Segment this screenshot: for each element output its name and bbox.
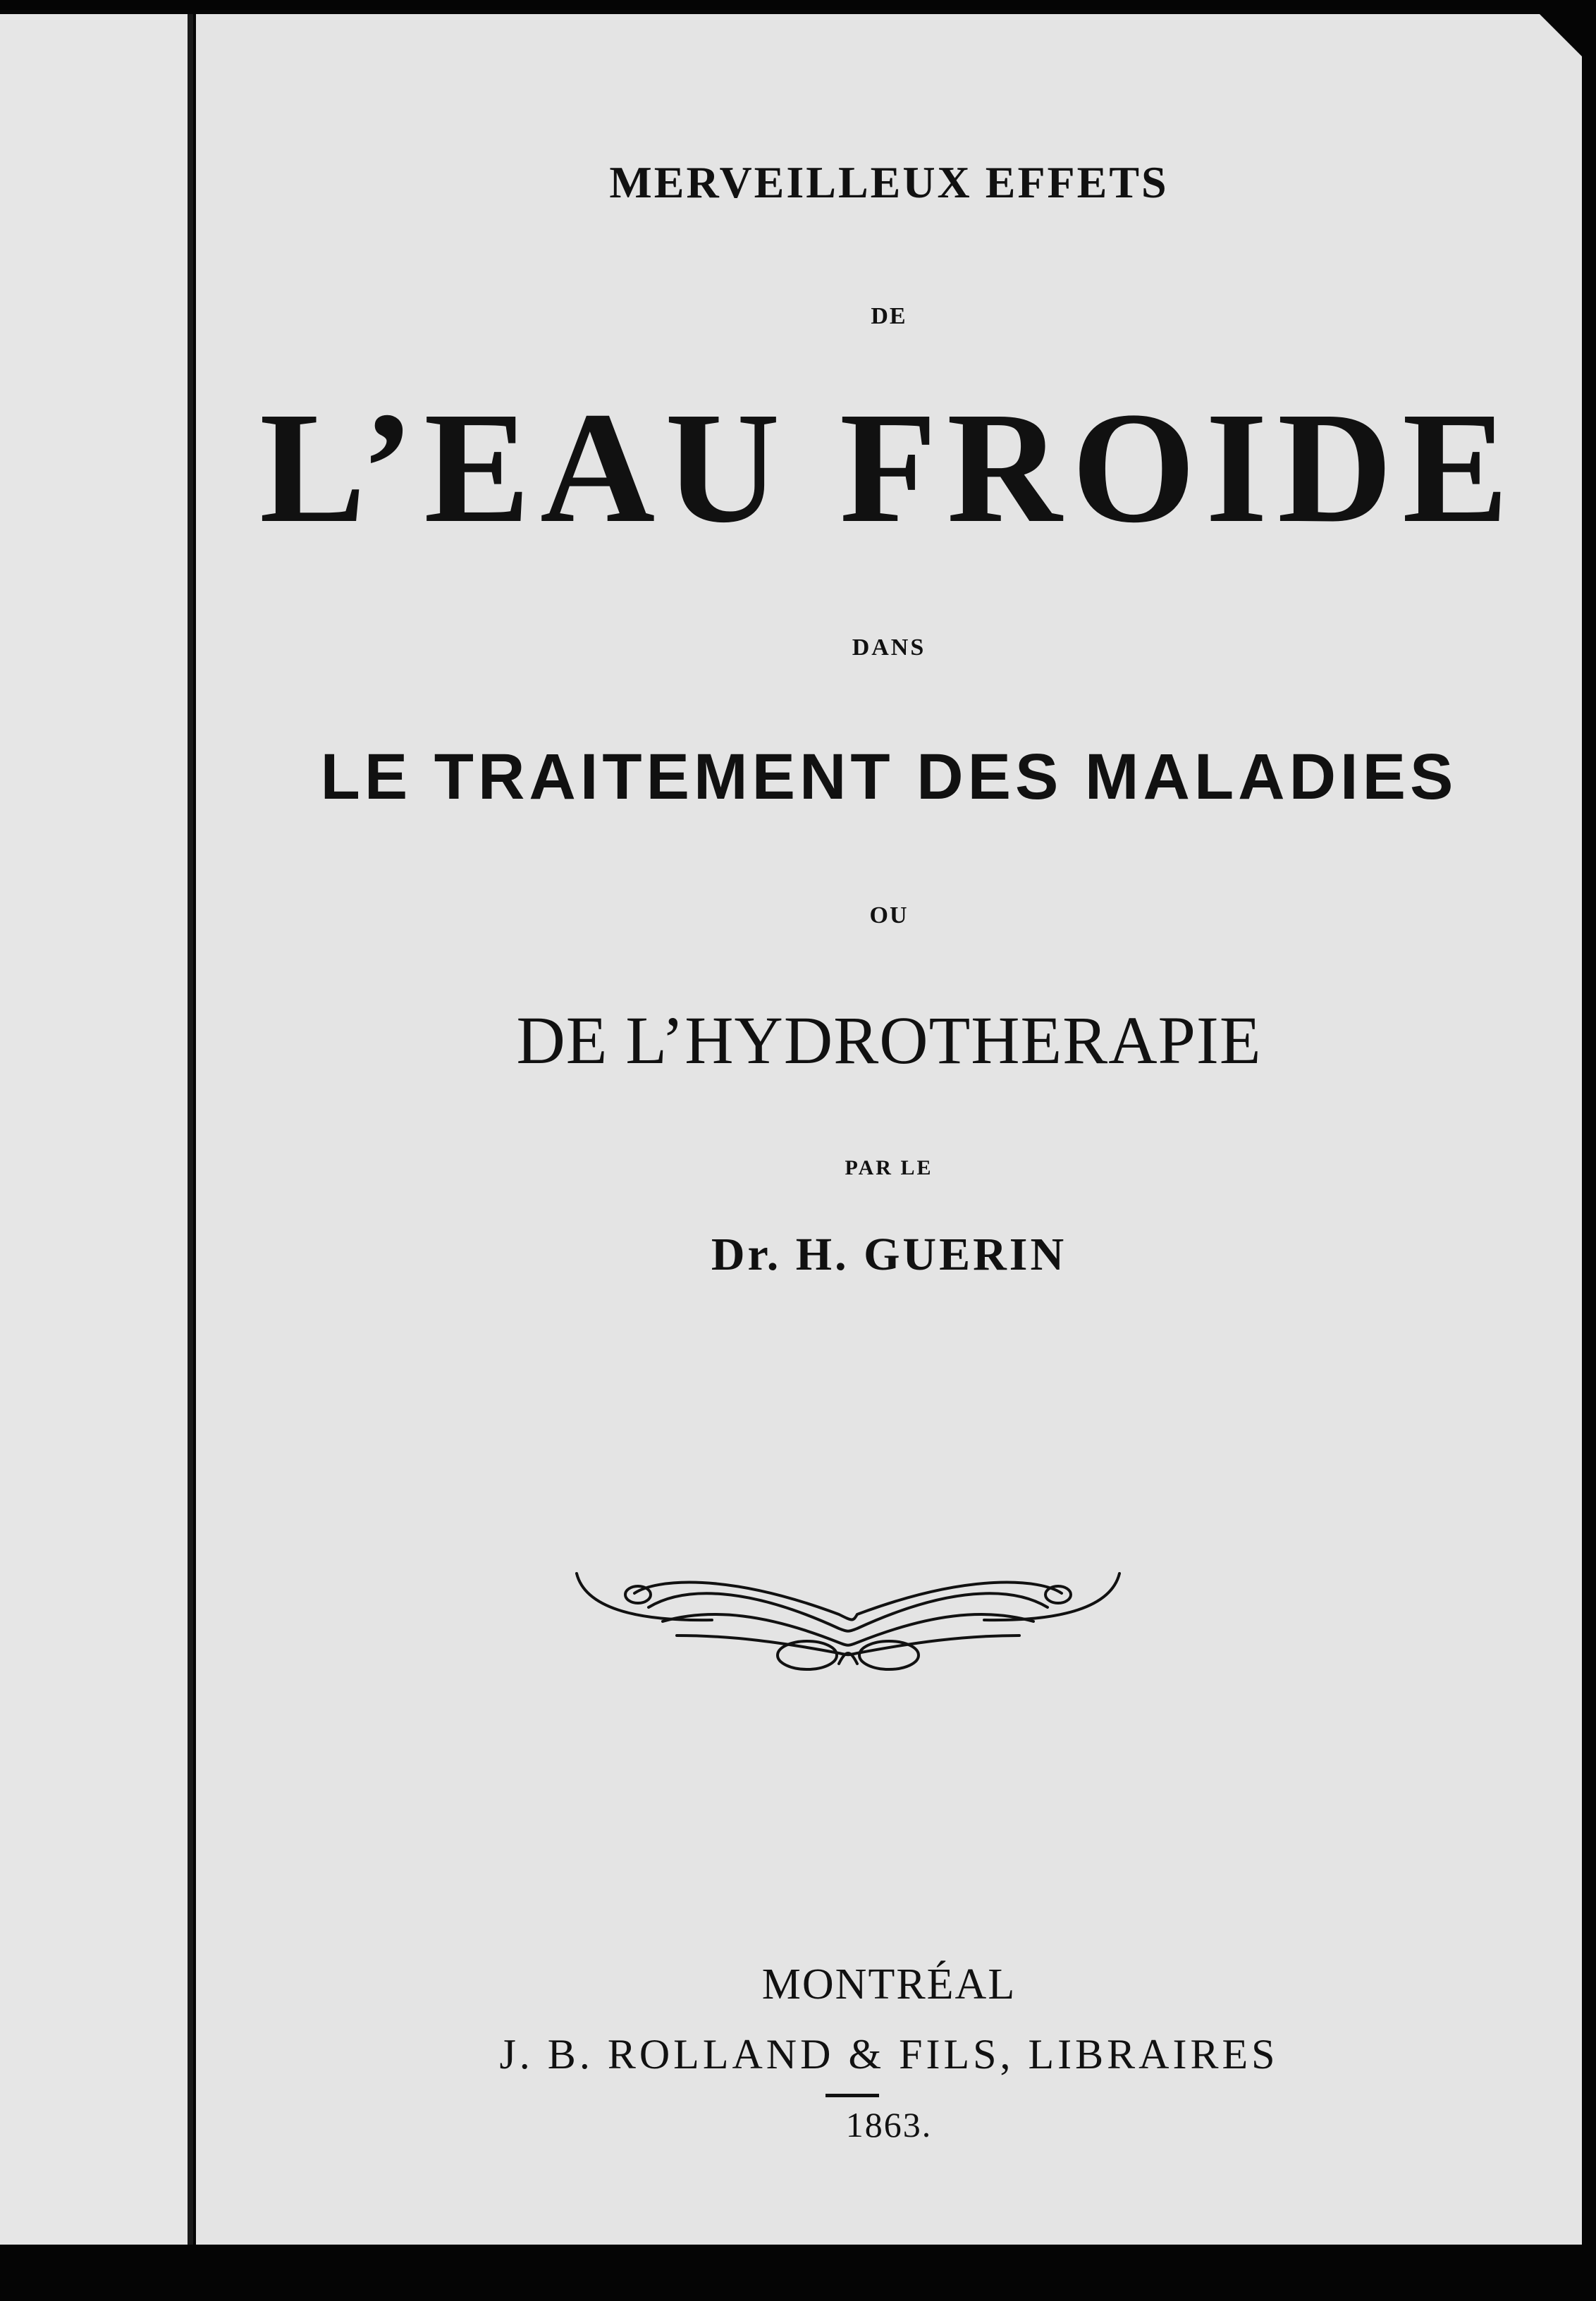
title-connector-de: DE [871, 303, 907, 329]
byline-prefix: PAR LE [845, 1156, 933, 1179]
folded-corner [1540, 14, 1582, 56]
left-page-edge [0, 14, 188, 2245]
title-connector-ou: OU [869, 902, 909, 928]
imprint-rule [825, 2094, 879, 2097]
alternate-title: DE L’HYDROTHERAPIE [516, 1002, 1262, 1078]
title-line-1: MERVEILLEUX EFFETS [609, 157, 1169, 207]
scroll-flourish-icon [571, 1565, 1125, 1678]
main-title: L’EAU FROIDE [259, 379, 1518, 556]
subtitle: LE TRAITEMENT DES MALADIES [320, 741, 1458, 813]
imprint-city: MONTRÉAL [761, 1961, 1017, 2008]
title-connector-dans: DANS [852, 634, 926, 661]
author-name: Dr. H. GUERIN [711, 1229, 1067, 1280]
binding-gutter [188, 14, 193, 2245]
title-page [196, 14, 1582, 2245]
imprint-publisher: J. B. ROLLAND & FILS, LIBRAIRES [499, 2031, 1279, 2078]
imprint-year: 1863. [845, 2105, 933, 2144]
